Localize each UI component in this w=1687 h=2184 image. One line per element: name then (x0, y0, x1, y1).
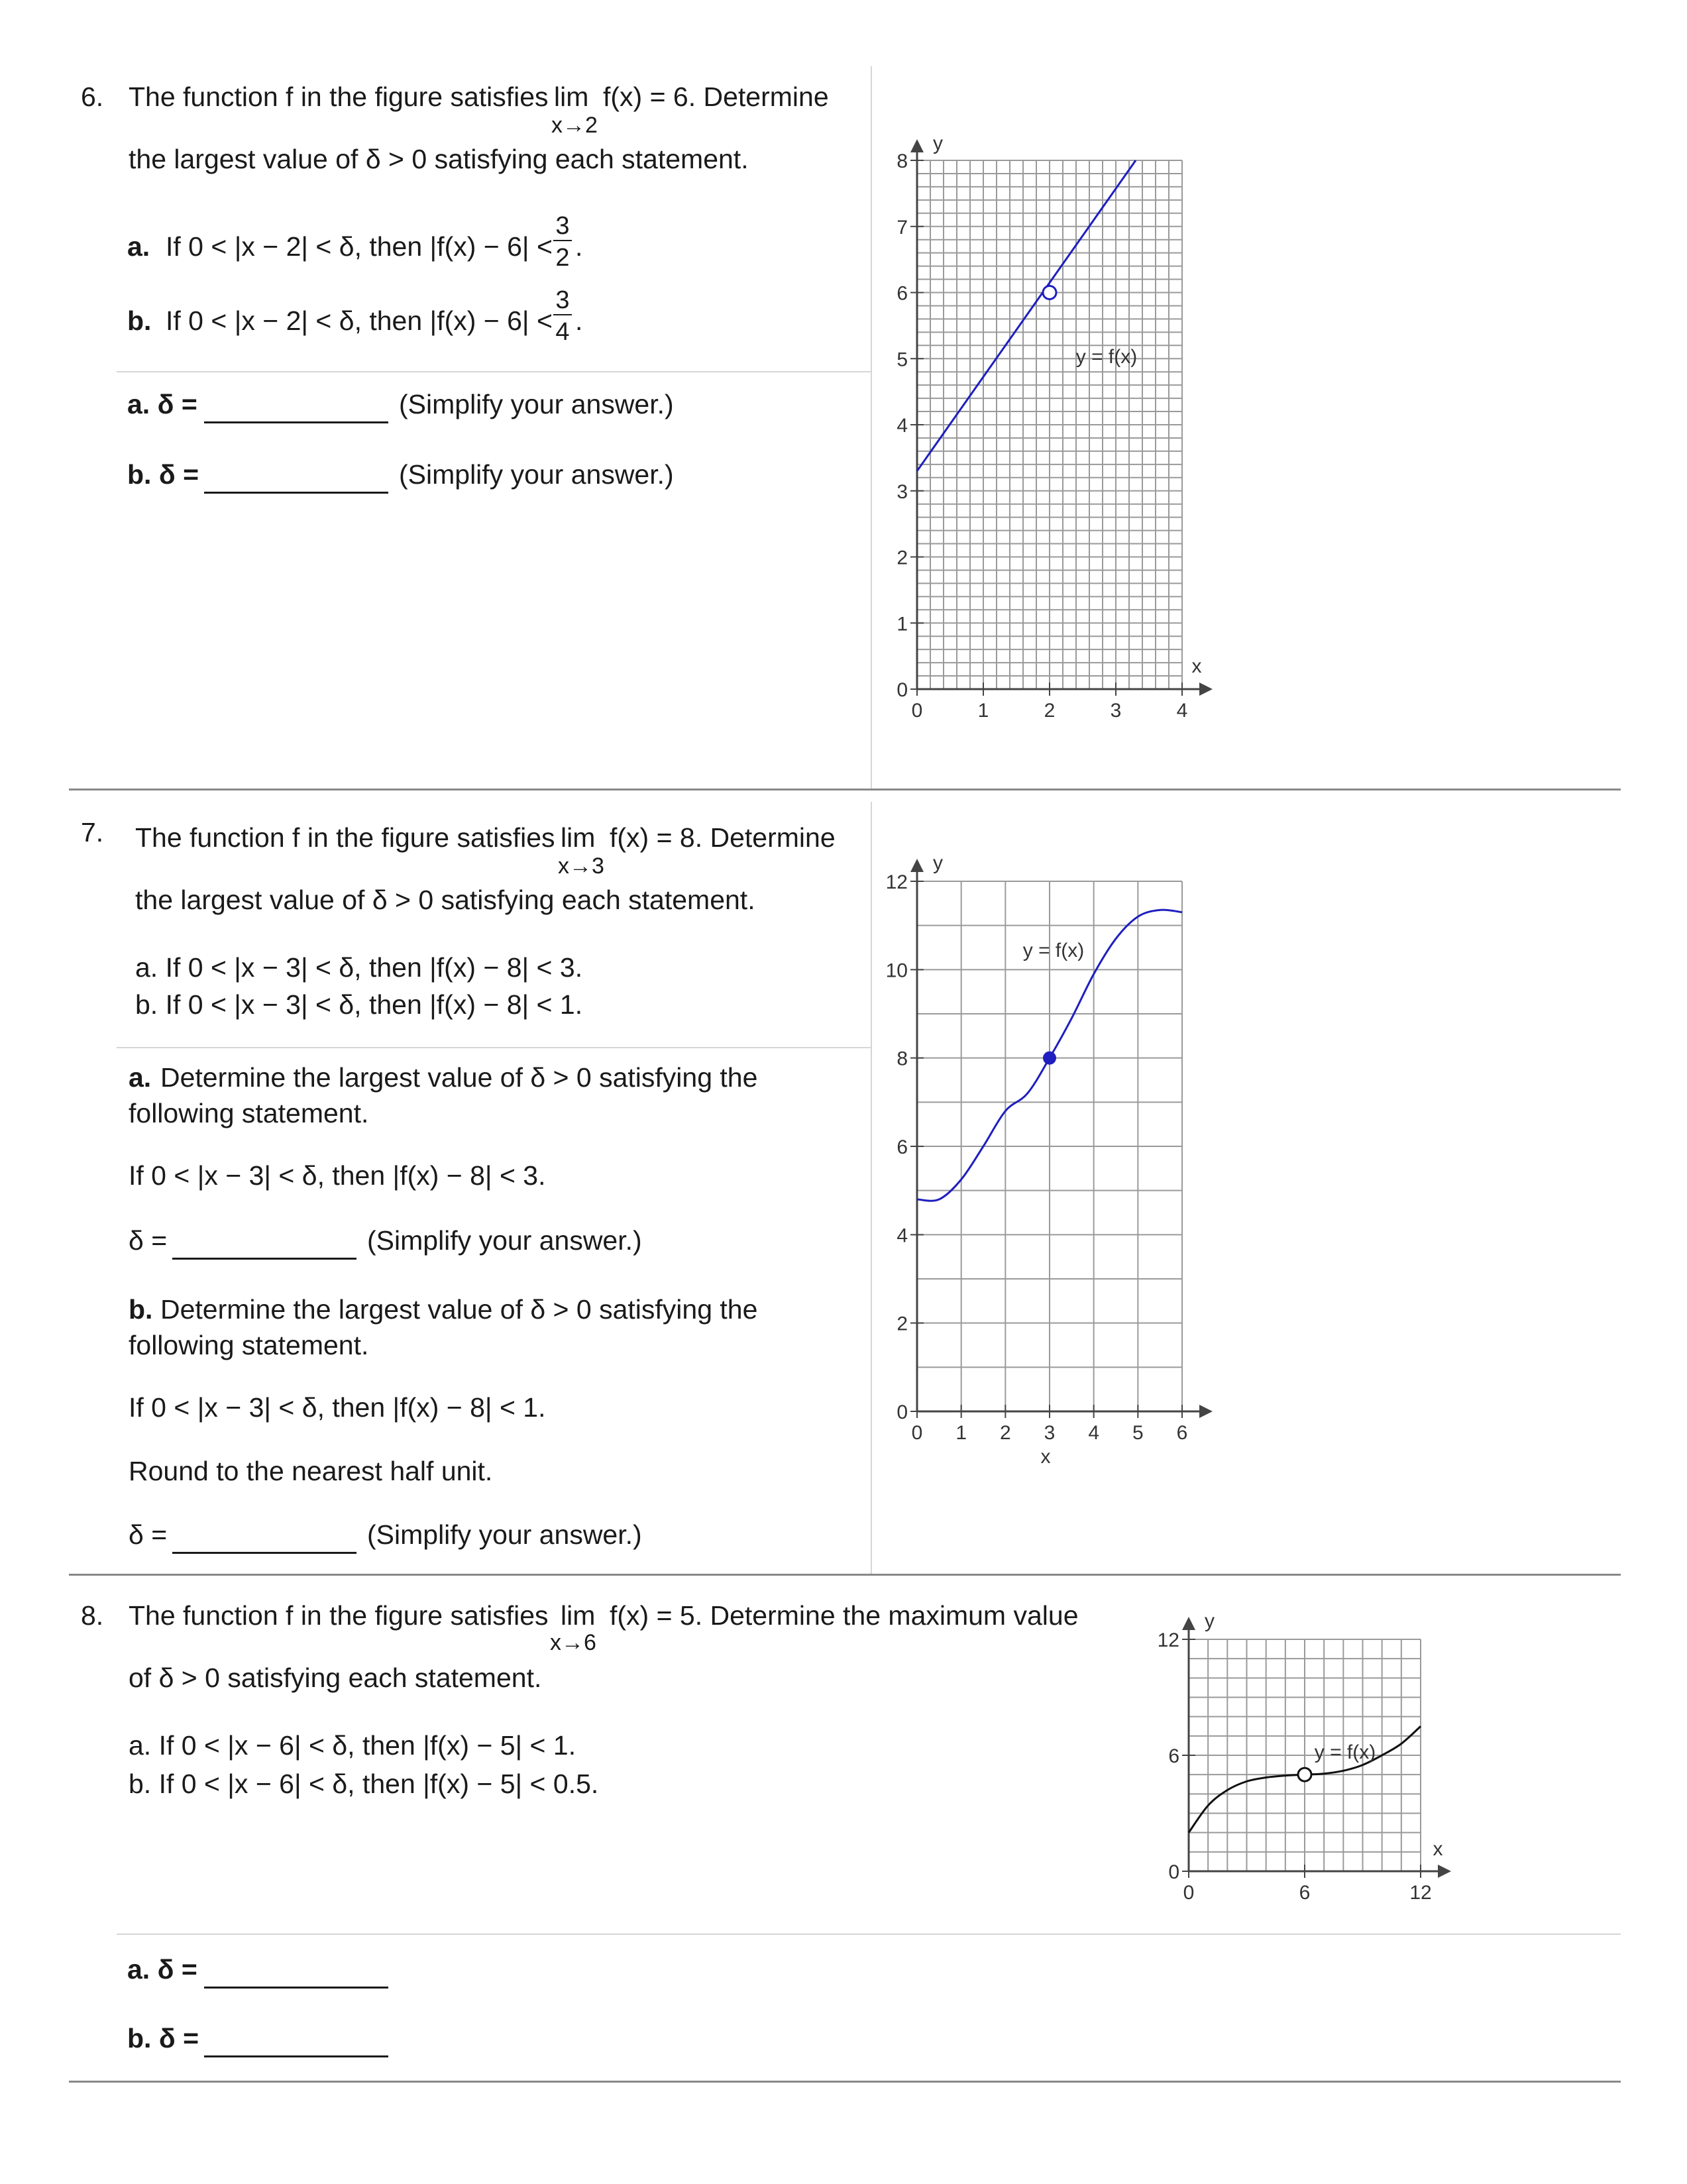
question-a-label: a. (129, 1062, 152, 1093)
part-a-label: a. (127, 231, 150, 262)
question-b-text2: following statement. (129, 1330, 369, 1360)
x-tick-label: 1 (955, 1422, 967, 1444)
y-tick-label: 2 (897, 1313, 908, 1335)
x-axis-label: x (1191, 655, 1202, 677)
answer-b-hint: (Simplify your answer.) (399, 459, 674, 490)
limit-operator: lim (554, 82, 589, 112)
x-tick-label: 4 (1176, 700, 1188, 722)
problem-number: 6. (81, 82, 104, 112)
answer-b-label: b. δ = (127, 2023, 199, 2053)
answer-a-hint: (Simplify your answer.) (399, 389, 674, 419)
x-tick-label: 12 (1409, 1882, 1432, 1904)
x-tick-label: 0 (911, 700, 923, 722)
part-a-statement: If 0 < |x − 2| < δ, then |f(x) − 6| < (166, 231, 553, 262)
y-tick-label: 2 (897, 547, 908, 569)
answer-a-hint: (Simplify your answer.) (367, 1225, 642, 1256)
y-tick-label: 0 (1168, 1861, 1179, 1883)
x-tick-label: 6 (1299, 1882, 1311, 1904)
y-tick-label: 5 (897, 349, 908, 371)
problem-number: 8. (81, 1600, 104, 1631)
problem-line2: the largest value of δ > 0 satisfying each statement. (135, 885, 755, 915)
y-axis-label: y (933, 133, 943, 154)
question-a-text: Determine the largest value of δ > 0 satisfying the (160, 1062, 758, 1093)
problem-line2: of δ > 0 satisfying each statement. (129, 1663, 542, 1693)
curve-label: y = f(x) (1075, 346, 1138, 368)
x-axis-label: x (1040, 1446, 1051, 1468)
answer-a-label: δ = (129, 1225, 168, 1256)
x-tick-label: 1 (977, 700, 989, 722)
problem-number: 7. (81, 817, 104, 847)
y-tick-label: 8 (897, 1048, 908, 1070)
curve-label: y = f(x) (1314, 1741, 1376, 1763)
x-axis-label: x (1433, 1838, 1443, 1860)
y-tick-label: 6 (897, 1136, 908, 1158)
part-b-numerator: 3 (555, 286, 570, 314)
y-tick-label: 6 (897, 282, 908, 305)
limit-tail: f(x) = 6. Determine (603, 82, 829, 112)
y-axis-label: y (1205, 1610, 1215, 1632)
y-tick-label: 4 (897, 415, 908, 437)
y-tick-label: 12 (1157, 1629, 1179, 1651)
limit-tail: f(x) = 8. Determine (610, 822, 836, 853)
part-a-denominator: 2 (555, 244, 570, 272)
part-b-period: . (575, 305, 583, 336)
x-tick-label: 2 (999, 1422, 1011, 1444)
y-tick-label: 1 (897, 613, 908, 635)
limit-subscript: x→3 (558, 853, 604, 879)
y-tick-label: 0 (897, 679, 908, 701)
limit-operator: lim (561, 822, 596, 853)
round-instruction: Round to the nearest half unit. (129, 1456, 493, 1486)
y-tick-label: 7 (897, 216, 908, 239)
part-b-denominator: 4 (555, 318, 570, 346)
x-tick-label: 0 (1183, 1882, 1195, 1904)
y-tick-label: 4 (897, 1225, 908, 1247)
x-tick-label: 6 (1176, 1422, 1188, 1444)
question-b-statement: If 0 < |x − 3| < δ, then |f(x) − 8| < 1. (129, 1392, 546, 1423)
part-a-numerator: 3 (555, 212, 570, 240)
question-a-statement: If 0 < |x − 3| < δ, then |f(x) − 8| < 3. (129, 1160, 546, 1191)
y-tick-label: 6 (1168, 1745, 1179, 1767)
x-axis-arrow (1438, 1865, 1451, 1878)
part-b-statement: b. If 0 < |x − 3| < δ, then |f(x) − 8| < 1. (135, 989, 583, 1020)
limit-tail: f(x) = 5. Determine the maximum value (610, 1600, 1079, 1631)
y-tick-label: 10 (885, 959, 908, 982)
x-tick-label: 0 (911, 1422, 923, 1444)
question-b-text: Determine the largest value of δ > 0 satisfying the (160, 1294, 758, 1325)
y-axis-label: y (933, 852, 943, 874)
limit-subscript: x→2 (551, 113, 598, 138)
y-tick-label: 12 (885, 871, 908, 893)
limit-operator: lim (561, 1600, 596, 1631)
y-tick-label: 0 (897, 1401, 908, 1423)
question-a-text2: following statement. (129, 1098, 369, 1128)
x-tick-label: 2 (1044, 700, 1056, 722)
answer-a-label: a. δ = (127, 389, 197, 419)
y-tick-label: 8 (897, 150, 908, 172)
problem-intro: The function f in the figure satisfies (129, 1600, 549, 1631)
problem-intro: The function f in the figure satisfies (135, 822, 555, 853)
answer-a-label: a. δ = (127, 1954, 197, 1985)
limit-subscript: x→6 (550, 1630, 596, 1655)
y-axis-arrow (1182, 1617, 1195, 1630)
question-b-label: b. (129, 1294, 153, 1325)
curve-label: y = f(x) (1022, 940, 1085, 961)
y-tick-label: 3 (897, 480, 908, 503)
answer-b-label: b. δ = (127, 459, 199, 490)
answer-b-label: δ = (129, 1519, 168, 1550)
x-tick-label: 3 (1110, 700, 1122, 722)
part-a-statement: a. If 0 < |x − 6| < δ, then |f(x) − 5| < 1. (129, 1730, 576, 1761)
part-a-statement: a. If 0 < |x − 3| < δ, then |f(x) − 8| < 3. (135, 952, 583, 983)
open-point (1298, 1768, 1311, 1781)
x-tick-label: 3 (1044, 1422, 1056, 1444)
answer-b-hint: (Simplify your answer.) (367, 1519, 642, 1550)
part-b-label: b. (127, 305, 152, 336)
part-b-statement: b. If 0 < |x − 6| < δ, then |f(x) − 5| < 0.5. (129, 1769, 599, 1799)
part-b-statement: If 0 < |x − 2| < δ, then |f(x) − 6| < (166, 305, 553, 336)
problem-line2: the largest value of δ > 0 satisfying each statement. (129, 144, 749, 174)
problem-intro: The function f in the figure satisfies (129, 82, 549, 112)
x-tick-label: 4 (1088, 1422, 1100, 1444)
x-tick-label: 5 (1132, 1422, 1144, 1444)
part-a-period: . (575, 231, 583, 262)
